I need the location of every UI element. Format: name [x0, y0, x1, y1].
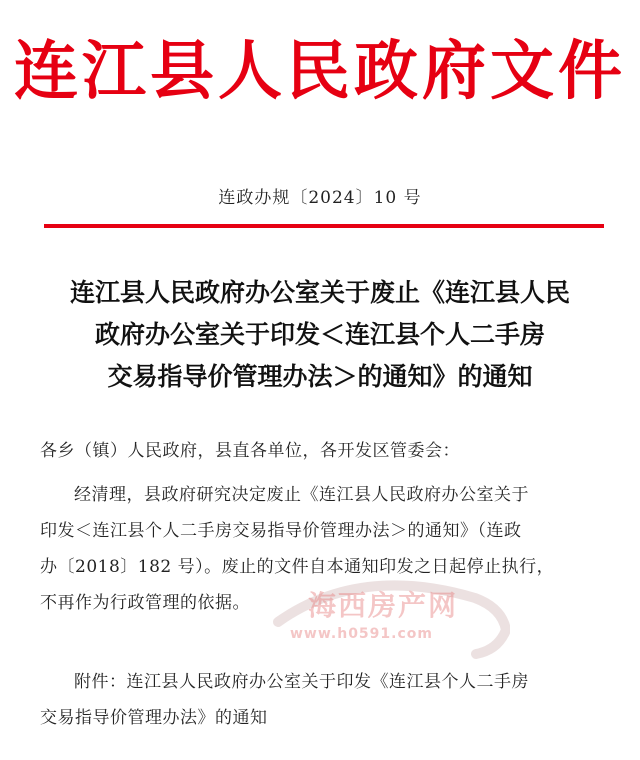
red-divider-line [44, 224, 604, 228]
attachment-line: 交易指导价管理办法》的通知 [40, 708, 268, 728]
paragraph-line: 经清理，县政府研究决定废止《连江县人民政府办公室关于 [74, 485, 529, 505]
body-paragraph [40, 477, 600, 621]
document-title-line: 政府办公室关于印发＜连江县个人二手房 [94, 320, 545, 349]
issuer-header-title: 连江县人民政府文件 [14, 34, 626, 109]
watermark-site-url: www.h0591.com [290, 626, 433, 642]
paragraph-line: 印发＜连江县个人二手房交易指导价管理办法＞的通知》（连政 [40, 521, 522, 541]
document-number: 连政办规〔2024〕10 号 [218, 188, 422, 208]
watermark-site-name: 海西房产网 [308, 589, 459, 622]
paragraph-line: 不再作为行政管理的依据。 [40, 593, 250, 613]
paragraph-line: 办〔2018〕182 号）。废止的文件自本通知印发之日起停止执行， [40, 557, 555, 577]
attachment-note [40, 664, 600, 736]
document-title-line: 交易指导价管理办法＞的通知》的通知 [107, 362, 533, 391]
document-title-line: 连江县人民政府办公室关于废止《连江县人民 [69, 278, 570, 307]
document-title [40, 272, 600, 398]
salutation: 各乡（镇）人民政府，县直各单位，各开发区管委会： [40, 441, 460, 461]
attachment-line: 附件：连江县人民政府办公室关于印发《连江县个人二手房 [74, 672, 529, 692]
